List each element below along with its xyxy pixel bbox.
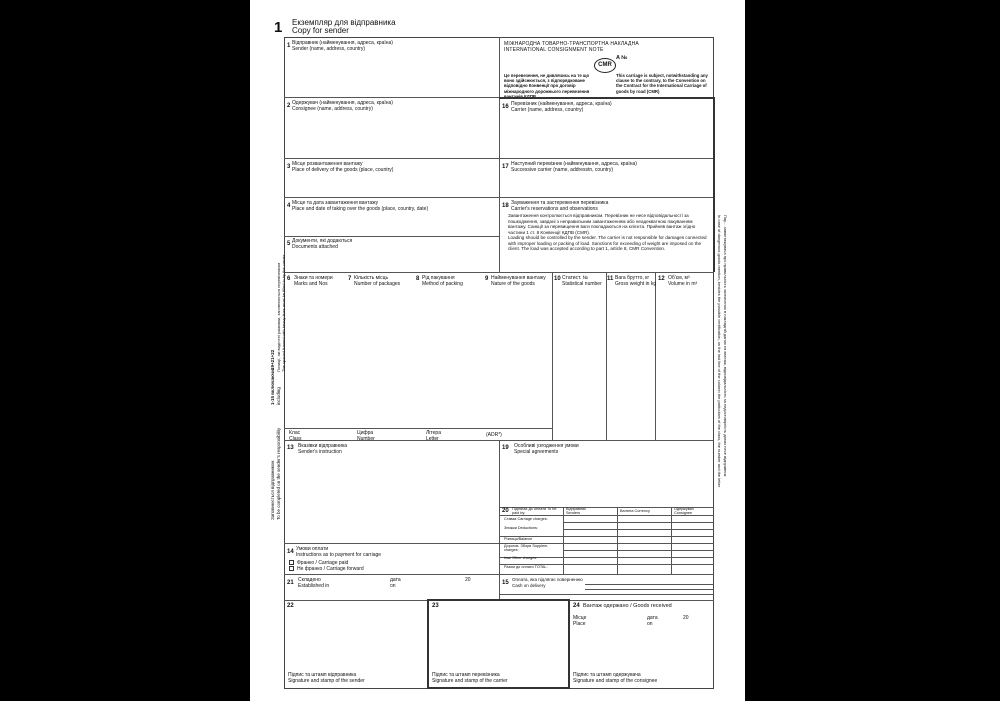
box-5-number: 5 [287, 241, 291, 247]
side-right-text-2: In case of dangerous goods mention, besides the possible certification, on the last line of the column the particulars of the class, the number and the letter [717, 215, 722, 488]
cmr-note-en: This carriage is subject, notwithstanding any clause to the contrary, to the Convention on the Contract for the International Carriage of goods by road (CMR) [616, 73, 708, 94]
copy-title-en: Copy for sender [292, 26, 349, 35]
box-20-number: 20 [502, 508, 509, 514]
box-20-row-carriage: Ставка Carriage charges: [504, 517, 548, 521]
box-14-number: 14 [287, 549, 294, 555]
adr-label: (ADR*) [486, 432, 502, 438]
box-21-date-ua: дата [390, 577, 401, 583]
box-12-label-ua: Об'єм, м³ [668, 275, 690, 281]
copy-title-ua: Екземпляр для відправника [292, 18, 396, 27]
box-11-label-ua: Вага брутто, кг [615, 275, 650, 281]
box-2-label-en: Consignee (name, address, country) [292, 106, 373, 112]
box-8-number: 8 [416, 276, 420, 282]
box-6-label-ua: Знаки та номери [294, 275, 333, 281]
box-18-label-ua: Зауваження та застереження перевізника [511, 200, 609, 206]
box-4-label-en: Place and date of taking over the goods (place, country, date) [292, 206, 429, 212]
carriage-paid-label: Франко / Carriage paid [297, 560, 349, 566]
box-21-number: 21 [287, 580, 294, 586]
side-left-including: including [276, 387, 281, 405]
box-14-label-en: Instructions as to payment for carriage [296, 552, 382, 558]
box-22-sig-ua: Підпис та штамп відправника [288, 672, 357, 678]
box-10-label-ua: Статист. № [562, 275, 588, 281]
box-12-label-en: Volume in m³ [668, 281, 698, 287]
box-9-label-en: Nature of the goods [491, 281, 535, 287]
side-left-framed-ua: Позиції, які виділені рамками, заповнюються перевізником [276, 262, 281, 372]
box-1-label-ua: Відправник (найменування, адреса, країна) [292, 40, 393, 46]
box-24-year: 20 [683, 615, 689, 621]
box-18-text-en: Loading should be controlled by the sender. The carrier is not responsible for damages connected with improper loading or packing of load. Sanctions for exceeding of weight are imposed on the client. The load was accepted according to part 1, article 8, CMR Convention. [508, 235, 707, 252]
box-24-date-ua: дата [647, 615, 658, 621]
box-6-label-en: Marks and Nos [294, 281, 328, 287]
box-5-label-en: Documents attached [292, 244, 338, 250]
box-20-row-supplem: Дорогов. Збори Supplem. charges: [504, 544, 549, 552]
box-2-number: 2 [287, 103, 291, 109]
adr-class-en: Class [289, 436, 302, 442]
box-13-label-ua: Вказівки відправника [298, 443, 348, 449]
box-8-label-en: Method of packing [422, 281, 463, 287]
box-23-sig-en: Signature and stamp of the carrier [432, 678, 508, 684]
box-10-label-en: Statistical number [562, 281, 602, 287]
copy-number: 1 [274, 19, 283, 36]
box-24-number: 24 [573, 603, 580, 609]
box-24-sig-ua: Підпис та штамп одержувача [573, 672, 641, 678]
box-23-number: 23 [432, 603, 439, 609]
box-23-sig-ua: Підпис та штамп перевізника [432, 672, 500, 678]
box-20-head-senders: Відправник Senders [566, 507, 586, 515]
box-18-label-en: Carrier's reservations and observations [511, 206, 598, 212]
box-5-label-ua: Документи, які додаються [292, 238, 353, 244]
side-left-boxes: 19+21+22 [270, 349, 275, 370]
side-left-text-2: To be completed on the sender's responsibility [276, 427, 281, 520]
box-10-number: 10 [554, 276, 561, 282]
carriage-forward-label: Не франко / Carriage forward [297, 566, 364, 572]
box-2-label-ua: Одержувач (найменування, адреса, країна) [292, 100, 393, 106]
adr-letter-en: Letter [426, 436, 439, 442]
box-17-label-en: Successive carrier (name, addresstn, country) [511, 167, 613, 173]
box-15-label-en: Cash on delivery [512, 583, 546, 588]
box-22-sig-en: Signature and stamp of the sender [288, 678, 365, 684]
box-3-label-ua: Місце розвантаження вантажу [292, 161, 363, 167]
box-1-label-en: Sender (name, address, country) [292, 46, 366, 52]
box-18-number: 18 [502, 203, 509, 209]
box-7-number: 7 [348, 276, 352, 282]
box-19-number: 19 [502, 445, 509, 451]
box-19-label-en: Special agreements [514, 449, 559, 455]
box-9-number: 9 [485, 276, 489, 282]
box-11-label-en: Gross weight in kg [615, 281, 657, 287]
box-16-label-en: Carrier (name, address, country) [511, 107, 584, 113]
box-18-text-ua: Завантаження контролюється відправником. Перевізник не несе відповідальності за пошкодження, завдані з неправильним завантаженням або неадекватною пакуванням вантажу. Санкції за перевищення ваги покладаються на клієнта. Прийняв вантаж згідно частини 1 ст. 8 Конвенції КДПВ (CMR). [508, 213, 696, 235]
box-9-label-ua: Найменування вантажу [491, 275, 546, 281]
box-1-number: 1 [287, 43, 291, 49]
box-15-number: 15 [502, 580, 509, 586]
cmr-a-number: A № [616, 55, 628, 61]
cmr-title-en: INTERNATIONAL CONSIGNMENT NOTE [504, 47, 604, 53]
carriage-paid-checkbox[interactable] [289, 560, 294, 565]
carriage-forward-checkbox[interactable] [289, 566, 294, 571]
box-24-date-en: on [647, 621, 653, 627]
cmr-logo: CMR [594, 58, 616, 73]
box-12-number: 12 [658, 276, 665, 282]
side-right-text-1: Пар... завантажувача про правильність зазначених в накладній даних на вантаж, відповідальність за недостовірність даних несе відправник [723, 215, 728, 477]
box-20-head-consignee: Одержувач Consignee [674, 507, 694, 515]
adr-class-ua: Клас [289, 430, 301, 436]
adr-number-en: Number [357, 436, 375, 442]
box-22-number: 22 [287, 603, 294, 609]
consignment-note-page [250, 0, 745, 701]
box-21-label-ua: Складено [298, 577, 321, 583]
box-20-head-currency: Валюта Currency [620, 509, 650, 513]
box-24-place-en: Place [573, 621, 586, 627]
box-16-number: 16 [502, 104, 509, 110]
side-left-text-1: Заповнюється відправником [270, 460, 275, 520]
box-13-number: 13 [287, 445, 294, 451]
box-21-year: 20 [465, 577, 471, 583]
box-20-row-total: Разом до оплати TOTAL: [504, 565, 548, 569]
box-16-label-ua: Перевізник (найменування, адреса, країна) [511, 101, 612, 107]
box-7-label-en: Number of packages [354, 281, 401, 287]
cmr-title-ua: МІЖНАРОДНА ТОВАРНО-ТРАНСПОРТНА НАКЛАДНА [504, 41, 639, 47]
box-24-title: Вантаж одержано / Goods received [583, 603, 672, 609]
box-3-label-en: Place of delivery of the goods (place, country) [292, 167, 394, 173]
box-3-number: 3 [287, 164, 291, 170]
box-11-number: 11 [607, 276, 614, 282]
side-left-framed-en: The spaced framed with heavy lines must be filled in by the carrier [281, 254, 286, 372]
box-24-place-ua: Місце [573, 615, 587, 621]
box-21-date-en: on [390, 583, 396, 589]
box-19-label-ua: Особливі узгодження умови [514, 443, 579, 449]
box-20-head-paid-by: Підлягає до оплати To be paid by: [512, 507, 557, 515]
box-13-label-en: Sender's instruction [298, 449, 342, 455]
box-20-row-deductions: Знижки Deductions: [504, 526, 538, 530]
box-15-label-ua: Оплата, яка підлягає поверненню [512, 577, 583, 582]
box-24-sig-en: Signature and stamp of the consignee [573, 678, 658, 684]
box-4-number: 4 [287, 203, 291, 209]
box-4-label-ua: Місце та дата завантаження вантажу [292, 200, 379, 206]
box-20-row-balance: Різниця/Balance [504, 537, 533, 541]
box-6-number: 6 [287, 276, 291, 282]
box-21-label-en: Established in [298, 583, 330, 589]
box-8-label-ua: Рід пакування [422, 275, 455, 281]
adr-letter-ua: Літера [426, 430, 441, 436]
box-17-number: 17 [502, 164, 509, 170]
cmr-note-ua: Це перевезення, не дивлячись на те що воно здійснюється, з підпорядковане відповідно Конвенції про договір міжнародного дорожнього перевезення вантажів КДПВ [504, 73, 590, 99]
box-7-label-ua: Кількість місць [354, 275, 389, 281]
box-20-row-other: Інші Other charges: [504, 556, 538, 560]
box-17-label-ua: Наступний перевізник (найменування, адреса, країна) [511, 161, 637, 167]
side-left-range: 1-15 включаючи [270, 368, 275, 405]
adr-number-ua: Цифра [357, 430, 374, 436]
box-14-label-ua: Умови оплати [296, 546, 329, 552]
